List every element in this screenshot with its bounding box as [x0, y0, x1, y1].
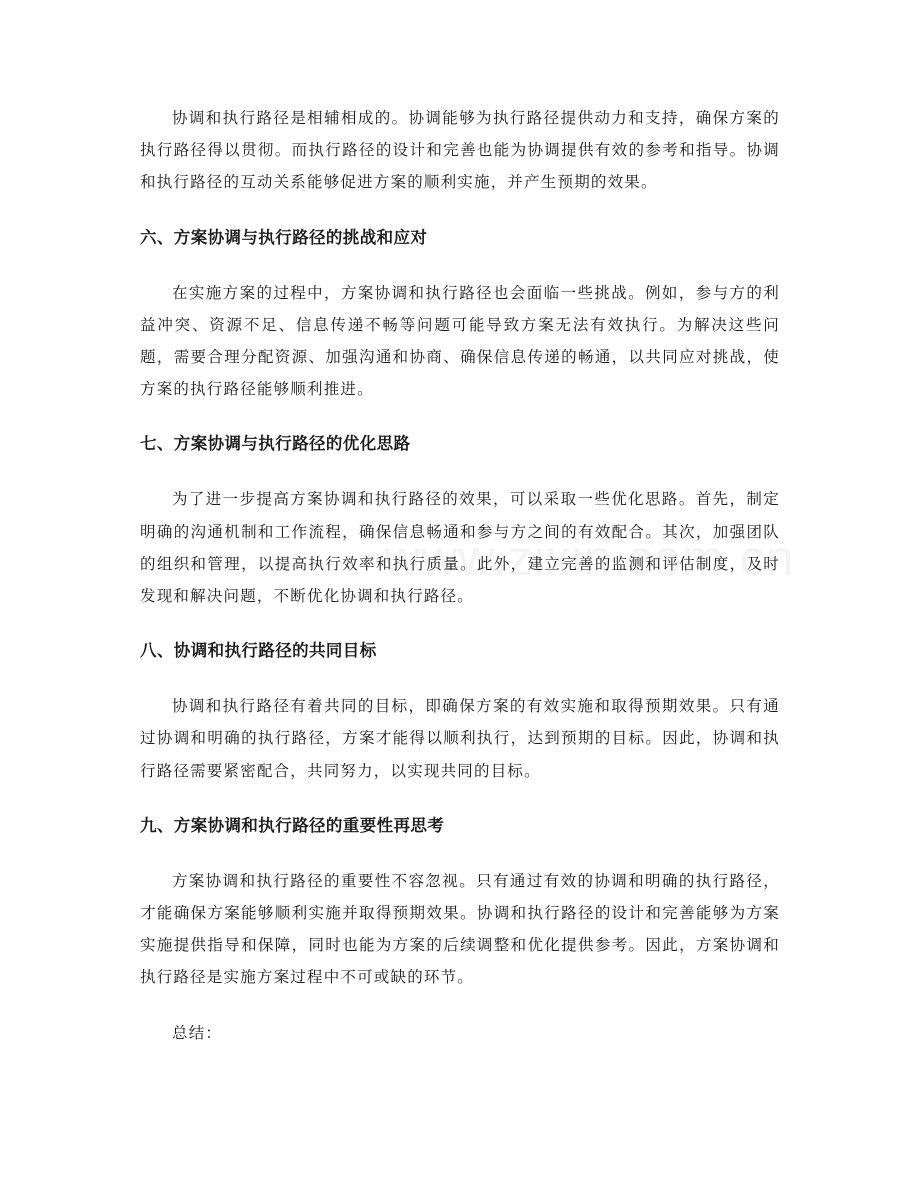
- paragraph-importance: 方案协调和执行路径的重要性不容忽视。只有通过有效的协调和明确的执行路径，才能确保方案能够顺利实施并取得预期效果。协调和执行路径的设计和完善能够为方案实施提供指导和保障，同时也能为方案的后续调整和优化提供参考。因此，方案协调和执行路径是实施方案过程中不可或缺的环节。: [140, 871, 780, 987]
- paragraph-summary-label: 总结：: [172, 1023, 223, 1042]
- paragraph-coordination-relationship: 协调和执行路径是相辅相成的。协调能够为执行路径提供动力和支持，确保方案的执行路径得以贯彻。而执行路径的设计和完善也能为协调提供有效的参考和指导。协调和执行路径的互动关系能够促进方案的顺利实施，并产生预期的效果。: [140, 109, 780, 192]
- section-heading-8: 八、协调和执行路径的共同目标: [140, 641, 377, 661]
- section-heading-9: 九、方案协调和执行路径的重要性再思考: [140, 815, 445, 835]
- section-heading-7: 七、方案协调与执行路径的优化思路: [140, 434, 411, 454]
- paragraph-challenges: 在实施方案的过程中，方案协调和执行路径也会面临一些挑战。例如，参与方的利益冲突、资源不足、信息传递不畅等问题可能导致方案无法有效执行。为解决这些问题，需要合理分配资源、加强沟通和协商、确保信息传递的畅通，以共同应对挑战，使方案的执行路径能够顺利推进。: [140, 283, 780, 399]
- paragraph-optimization: 为了进一步提高方案协调和执行路径的效果，可以采取一些优化思路。首先，制定明确的沟通机制和工作流程，确保信息畅通和参与方之间的有效配合。其次，加强团队的组织和管理，以提高执行效率和执行质量。此外，建立完善的监测和评估制度，及时发现和解决问题，不断优化协调和执行路径。: [140, 490, 780, 606]
- section-heading-6: 六、方案协调与执行路径的挑战和应对: [140, 227, 428, 247]
- document-page: [140, 102, 780, 1072]
- paragraph-common-goal: 协调和执行路径有着共同的目标，即确保方案的有效实施和取得预期效果。只有通过协调和明确的执行路径，方案才能得以顺利执行，达到预期的目标。因此，协调和执行路径需要紧密配合，共同努力，以实现共同的目标。: [140, 697, 780, 780]
